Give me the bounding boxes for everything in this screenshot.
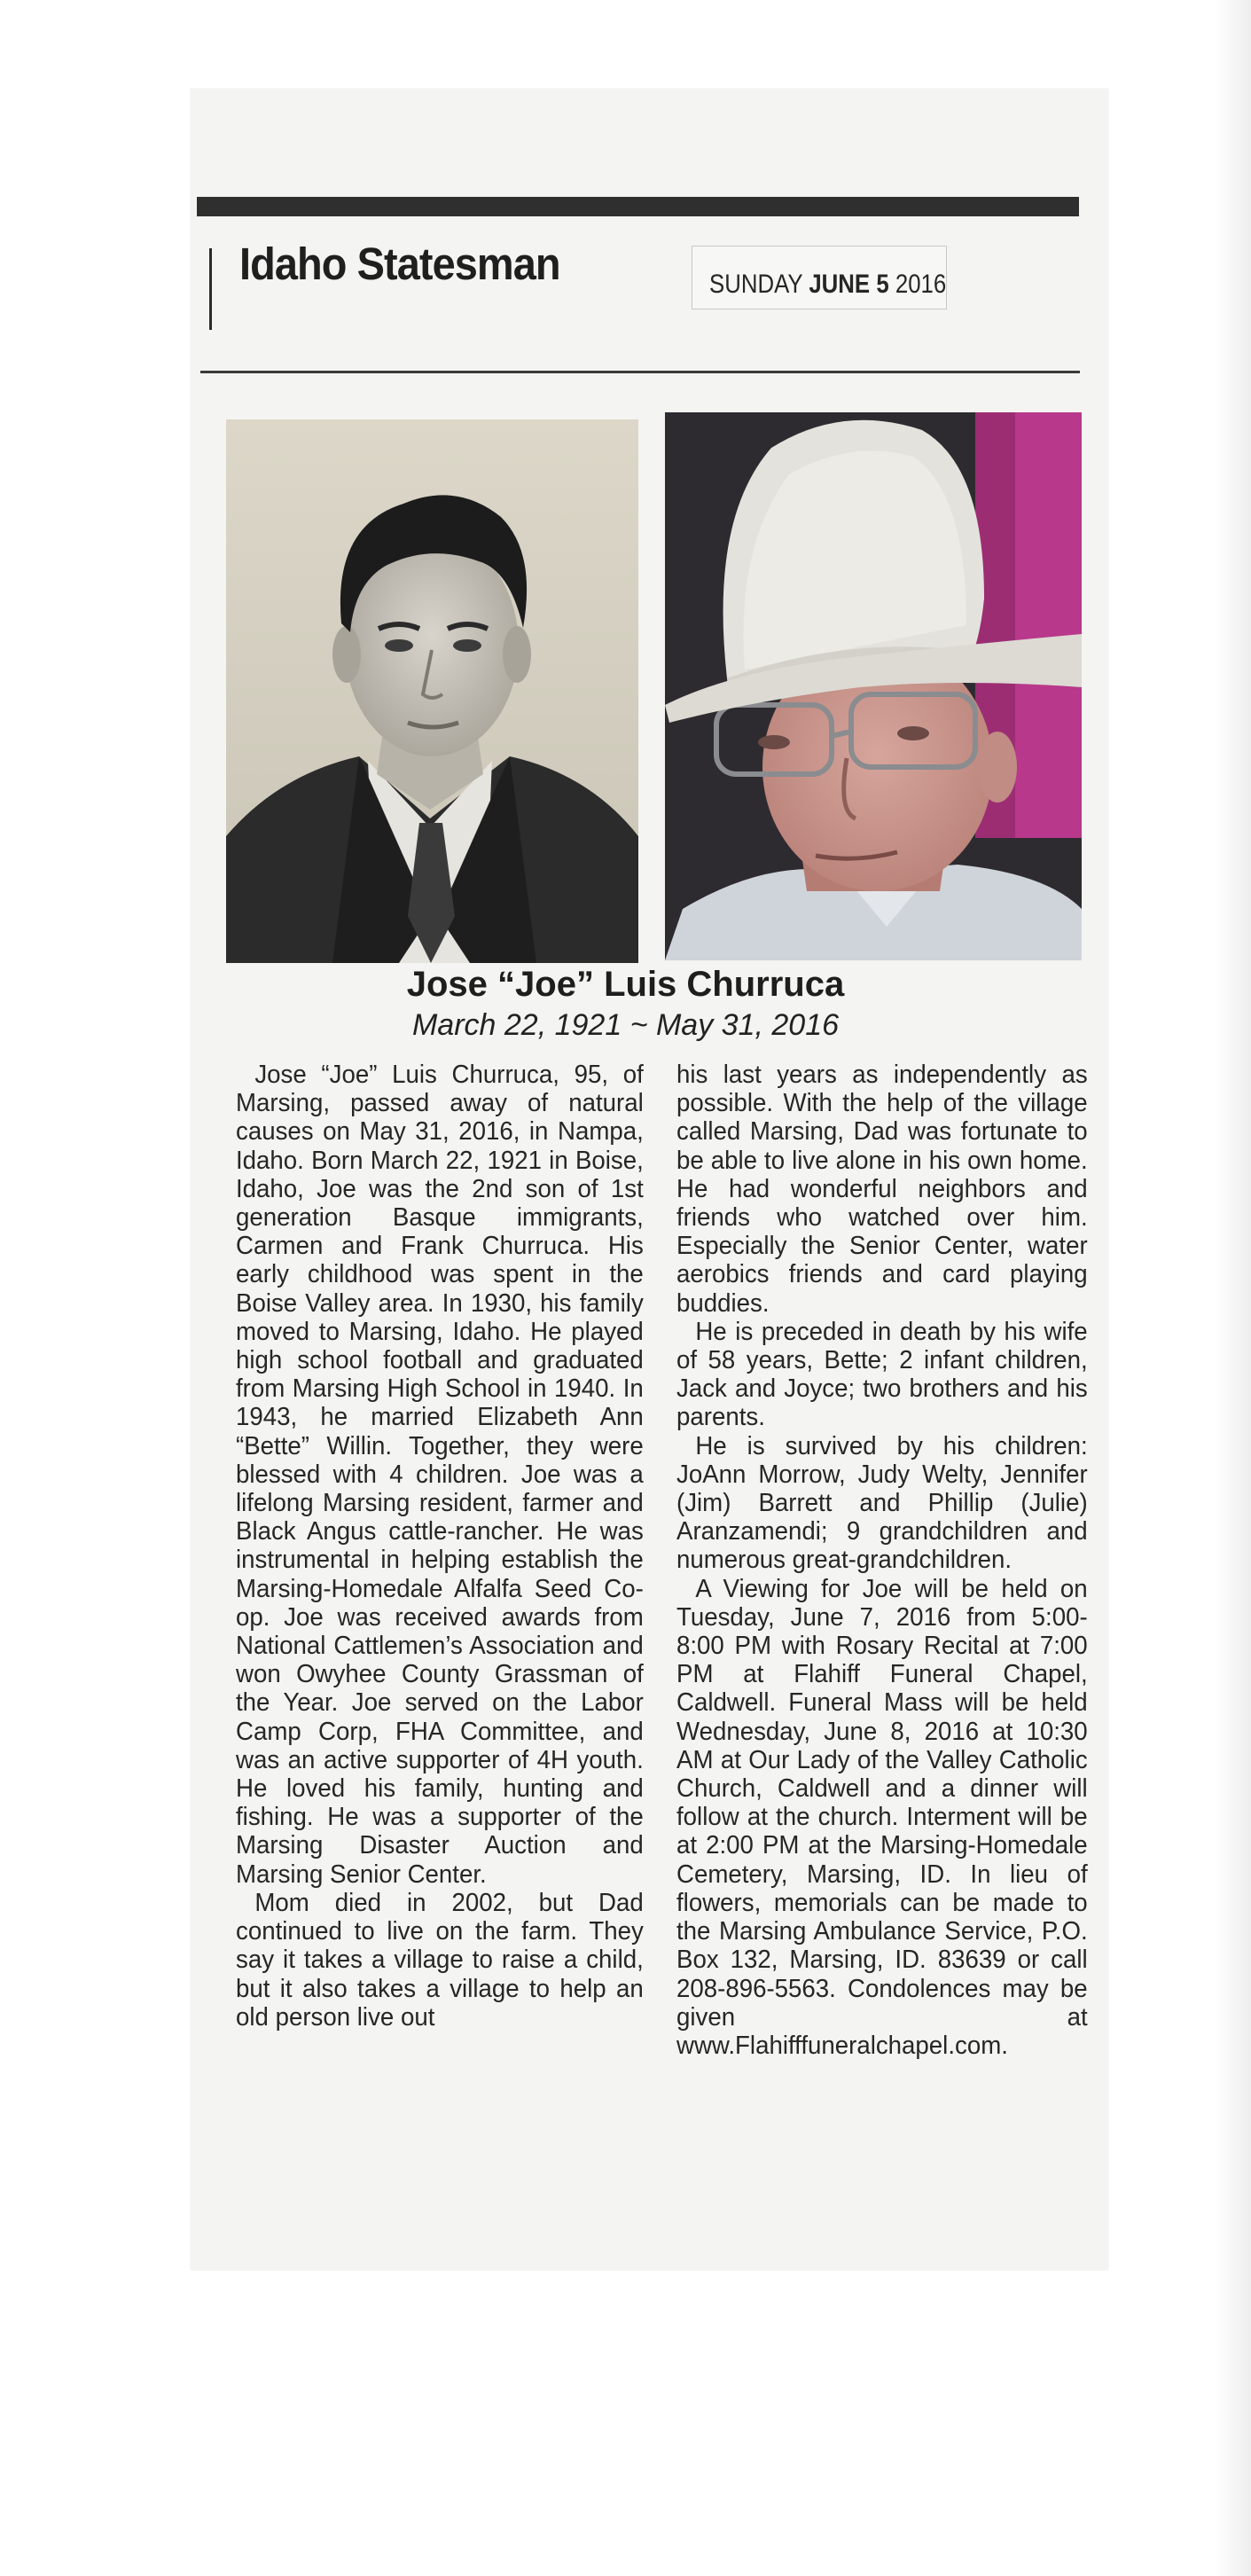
obituary-left-column — [236, 1061, 656, 2032]
dateline-day: 5 — [876, 270, 889, 299]
obituary-paragraph: He is survived by his children: JoAnn Morrow, Judy Welty, Jennifer (Jim) Barrett and Phillip (Julie) Aranzamendi; 9 grandchildren and numerous great-grandchildren. — [676, 1431, 1088, 1575]
scan-edge-shadow — [1215, 0, 1251, 2576]
obituary-name: Jose “Joe” Luis Churruca — [406, 965, 845, 1004]
obituary-paragraph: his last years as independently as possible. With the help of the village called Marsing, Dad was fortunate to be able to live alone in his own home. He had wonderful neighbors and friends who watched over him. Especially the Senior Center, water aerobics friends and card playing buddies. — [676, 1061, 1088, 1318]
obituary-right-column — [676, 1061, 1100, 2060]
masthead-top-rule — [197, 197, 1079, 216]
obituary-paragraph: A Viewing for Joe will be held on Tuesday, June 7, 2016 from 5:00-8:00 PM with Rosary Recital at 7:00 PM at Flahiff Funeral Chapel, Caldwell. Funeral Mass will be held Wednesday, June 8, 2016 at 10:30 AM at Our Lady of the Valley Catholic Church, Caldwell and a dinner will follow at the church. Interment will be at 2:00 PM at the Marsing-Homedale Cemetery, Marsing, ID. In lieu of flowers, memorials can be made to the Marsing Ambulance Service, P.O. Box 132, Marsing, ID. 83639 or call 208-896-5563. Condolences may be given at www.Flahifffuneralchapel.com. — [676, 1574, 1088, 2060]
dateline — [709, 270, 946, 300]
masthead-bottom-rule — [200, 371, 1080, 373]
obituary-paragraph: Jose “Joe” Luis Churruca, 95, of Marsing, passed away of natural causes on May 31, 2016, in Nampa, Idaho. Born March 22, 1921 in Boise, Idaho, Joe was the 2nd son of 1st generation Basque immigrants, Carmen and Frank Churruca. His early childhood was spent in the Boise Valley area. In 1930, his family moved to Marsing, Idaho. He played high school football and graduated from Marsing High School in 1940. In 1943, he married Elizabeth Ann “Bette” Willin. Together, they were blessed with 4 children. Joe was a lifelong Marsing resident, farmer and Black Angus cattle-rancher. He was instrumental in helping establish the Marsing-Homedale Alfalfa Seed Co-op. Joe was received awards from National Cattlemen’s Association and won Owyhee County Grassman of the Year. Joe served on the Labor Camp Corp, FHA Committee, and was an active supporter of 4H youth. He loved his family, hunting and fishing. He was a supporter of the Marsing Disaster Auction and Marsing Senior Center. — [236, 1061, 644, 1889]
dateline-month: JUNE — [809, 270, 871, 299]
newspaper-name: Idaho Statesman — [239, 239, 560, 289]
dateline-weekday: SUNDAY — [709, 270, 803, 299]
obituary-paragraph: Mom died in 2002, but Dad continued to live on the farm. They say it takes a village to raise a child, but it also takes a village to help an old person live out — [236, 1888, 644, 2032]
dateline-year: 2016 — [895, 270, 947, 299]
portrait-young-man-photo — [226, 419, 638, 963]
portrait-elderly-man-cowboy-hat-photo — [665, 412, 1082, 960]
obituary-paragraph: He is preceded in death by his wife of 58 years, Bette; 2 infant children, Jack and Joyce; two brothers and his parents. — [676, 1317, 1088, 1432]
obituary-dates: March 22, 1921 ~ May 31, 2016 — [411, 1008, 840, 1042]
masthead-divider — [209, 248, 212, 330]
